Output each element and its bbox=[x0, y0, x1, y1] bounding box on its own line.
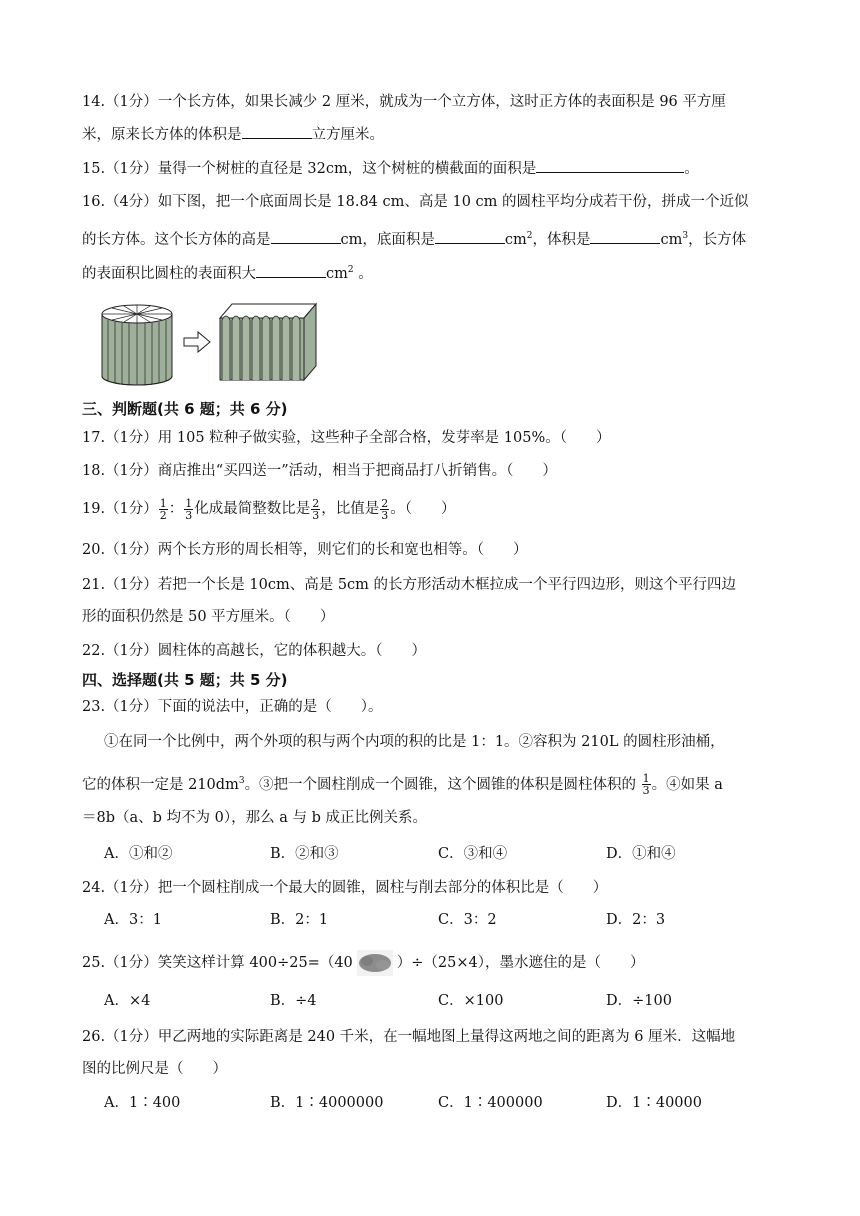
q24-option-c[interactable]: C．3：2 bbox=[438, 912, 497, 928]
q16-line2 bbox=[82, 226, 746, 250]
q23-text-a: 它的体积一定是 210dm bbox=[82, 776, 239, 793]
q25-text-a: 25.（1分）笑笑这样计算 400÷25=（40 bbox=[82, 955, 353, 971]
q26-line2: 图的比例尺是（ ） bbox=[82, 1061, 227, 1077]
q14-line2 bbox=[82, 124, 384, 145]
q24-option-a[interactable]: A．3：1 bbox=[104, 912, 162, 928]
q19-fraction-4: $\frac{2}{3}$ bbox=[381, 496, 389, 522]
q16-text-g: 的表面积比圆柱的表面积大 bbox=[82, 265, 256, 282]
q25-stem bbox=[82, 950, 645, 976]
q18-line: 18.（1分）商店推出“买四送一”活动，相当于把商品打八折销售。（ ） bbox=[82, 463, 557, 479]
q16-unit-cm2b: cm bbox=[326, 265, 348, 282]
q21-line2: 形的面积仍然是 50 平方厘米。（ ） bbox=[82, 609, 335, 625]
q16-volume-blank[interactable] bbox=[590, 229, 660, 244]
q24-option-d[interactable]: D．2：3 bbox=[606, 912, 666, 928]
q19-suffix: 。（ ） bbox=[390, 501, 456, 517]
cylinder-icon bbox=[102, 305, 172, 385]
q19-mid2: ，比值是 bbox=[321, 501, 380, 517]
q23-option-b[interactable]: B．②和③ bbox=[270, 846, 339, 862]
cylinder-to-cuboid-figure bbox=[96, 296, 322, 388]
q19-prefix: 19.（1分） bbox=[82, 501, 158, 517]
q23-line2 bbox=[82, 768, 723, 798]
ink-blot-icon bbox=[357, 950, 393, 976]
q26-option-b[interactable]: B．1∶4000000 bbox=[270, 1095, 384, 1111]
q23-line1: ①在同一个比例中，两个外项的积与两个内项的积的比是 1：1。②容积为 210L 的圆柱形油桶， bbox=[104, 734, 725, 750]
q15-text-a: 15.（1分）量得一个树桩的直径是 32cm，这个树桩的横截面的面积是 bbox=[82, 161, 537, 177]
q25-option-b[interactable]: B．÷4 bbox=[270, 993, 317, 1009]
q26-option-c[interactable]: C．1∶400000 bbox=[438, 1095, 543, 1111]
q23-option-a[interactable]: A．①和② bbox=[104, 846, 173, 862]
q19-line bbox=[82, 496, 456, 522]
q14-text-a: 米，原来长方体的体积是 bbox=[82, 127, 242, 143]
q16-text-f: ，长方体 bbox=[688, 231, 747, 248]
q23-line3: ＝8b（a、b 均不为 0），那么 a 与 b 成正比例关系。 bbox=[82, 810, 427, 826]
q21-line1: 21.（1分）若把一个长是 10cm、高是 5cm 的长方形活动木框拉成一个平行四边形，则这个平行四边 bbox=[82, 577, 737, 593]
section4-title: 四、选择题(共 5 题；共 5 分) bbox=[82, 671, 288, 689]
q16-text-d: ，体积是 bbox=[532, 231, 591, 248]
q17-line: 17.（1分）用 105 粒种子做实验，这些种子全部合格，发芽率是 105%。（ ） bbox=[82, 430, 611, 446]
q16-line1: 16.（4分）如下图，把一个底面周长是 18.84 cm、高是 10 cm 的圆柱平均分成若干份，拼成一个近似 bbox=[82, 194, 749, 210]
q20-line: 20.（1分）两个长方形的周长相等，则它们的长和宽也相等。（ ） bbox=[82, 542, 528, 558]
q25-option-c[interactable]: C．×100 bbox=[438, 993, 504, 1009]
q23-stem: 23.（1分）下面的说法中，正确的是（ ）。 bbox=[82, 699, 383, 715]
q15-line bbox=[82, 158, 699, 179]
q16-text-h: 。 bbox=[353, 265, 373, 282]
cuboid-icon bbox=[220, 304, 316, 380]
q14-line1: 14.（1分）一个长方体，如果长减少 2 厘米，就成为一个立方体，这时正方体的表面积是 96 平方厘 bbox=[82, 94, 726, 110]
q19-fraction-1: $\frac{1}{2}$ bbox=[159, 496, 167, 522]
right-arrow-icon bbox=[184, 332, 210, 352]
q23-option-d[interactable]: D．①和④ bbox=[606, 846, 676, 862]
q25-text-b: ）÷（25×4），墨水遮住的是（ ） bbox=[396, 955, 645, 971]
q16-text-b: cm，底面积是 bbox=[340, 231, 435, 248]
section3-title: 三、判断题(共 6 题；共 6 分) bbox=[82, 400, 288, 418]
q16-height-blank[interactable] bbox=[271, 229, 341, 244]
q16-surface-diff-blank[interactable] bbox=[256, 263, 326, 278]
q16-unit-cm3: cm bbox=[660, 231, 683, 248]
q26-option-a[interactable]: A．1∶400 bbox=[104, 1095, 181, 1111]
q19-fraction-3: $\frac{2}{3}$ bbox=[312, 496, 320, 522]
q19-mid: 化成最简整数比是 bbox=[194, 501, 311, 517]
q26-line1: 26.（1分）甲乙两地的实际距离是 240 千米，在一幅地图上量得这两地之间的距离为 6 厘米．这幅地 bbox=[82, 1029, 736, 1045]
q23-text-b: 。③把一个圆柱削成一个圆锥，这个圆锥的体积是圆柱体积的 bbox=[244, 776, 637, 793]
q23-fraction: $\frac{1}{3}$ bbox=[642, 772, 650, 798]
q14-text-b: 立方厘米。 bbox=[311, 127, 384, 143]
q15-answer-blank[interactable] bbox=[536, 158, 684, 173]
q14-answer-blank[interactable] bbox=[242, 124, 312, 139]
q23-sup: 3 bbox=[238, 776, 245, 786]
q22-line: 22.（1分）圆柱体的高越长，它的体积越大。（ ） bbox=[82, 643, 427, 659]
q24-stem: 24.（1分）把一个圆柱削成一个最大的圆锥，圆柱与削去部分的体积比是（ ） bbox=[82, 880, 608, 896]
q15-text-b: 。 bbox=[684, 161, 699, 177]
q16-line3 bbox=[82, 260, 373, 284]
q25-option-a[interactable]: A．×4 bbox=[104, 993, 151, 1009]
q16-sup2: 2 bbox=[526, 231, 533, 241]
q16-sup2b: 2 bbox=[347, 265, 354, 275]
q19-colon: ： bbox=[168, 501, 184, 517]
q16-sup3: 3 bbox=[682, 231, 689, 241]
q16-base-area-blank[interactable] bbox=[435, 229, 505, 244]
q16-text-a: 的长方体。这个长方体的高是 bbox=[82, 231, 271, 248]
q19-fraction-2: $\frac{1}{3}$ bbox=[185, 496, 193, 522]
q24-option-b[interactable]: B．2：1 bbox=[270, 912, 329, 928]
q16-unit-cm2: cm bbox=[504, 231, 527, 248]
q23-option-c[interactable]: C．③和④ bbox=[438, 846, 508, 862]
q25-option-d[interactable]: D．÷100 bbox=[606, 993, 672, 1009]
q26-option-d[interactable]: D．1∶40000 bbox=[606, 1095, 702, 1111]
q23-text-c: 。④如果 a bbox=[651, 776, 723, 793]
